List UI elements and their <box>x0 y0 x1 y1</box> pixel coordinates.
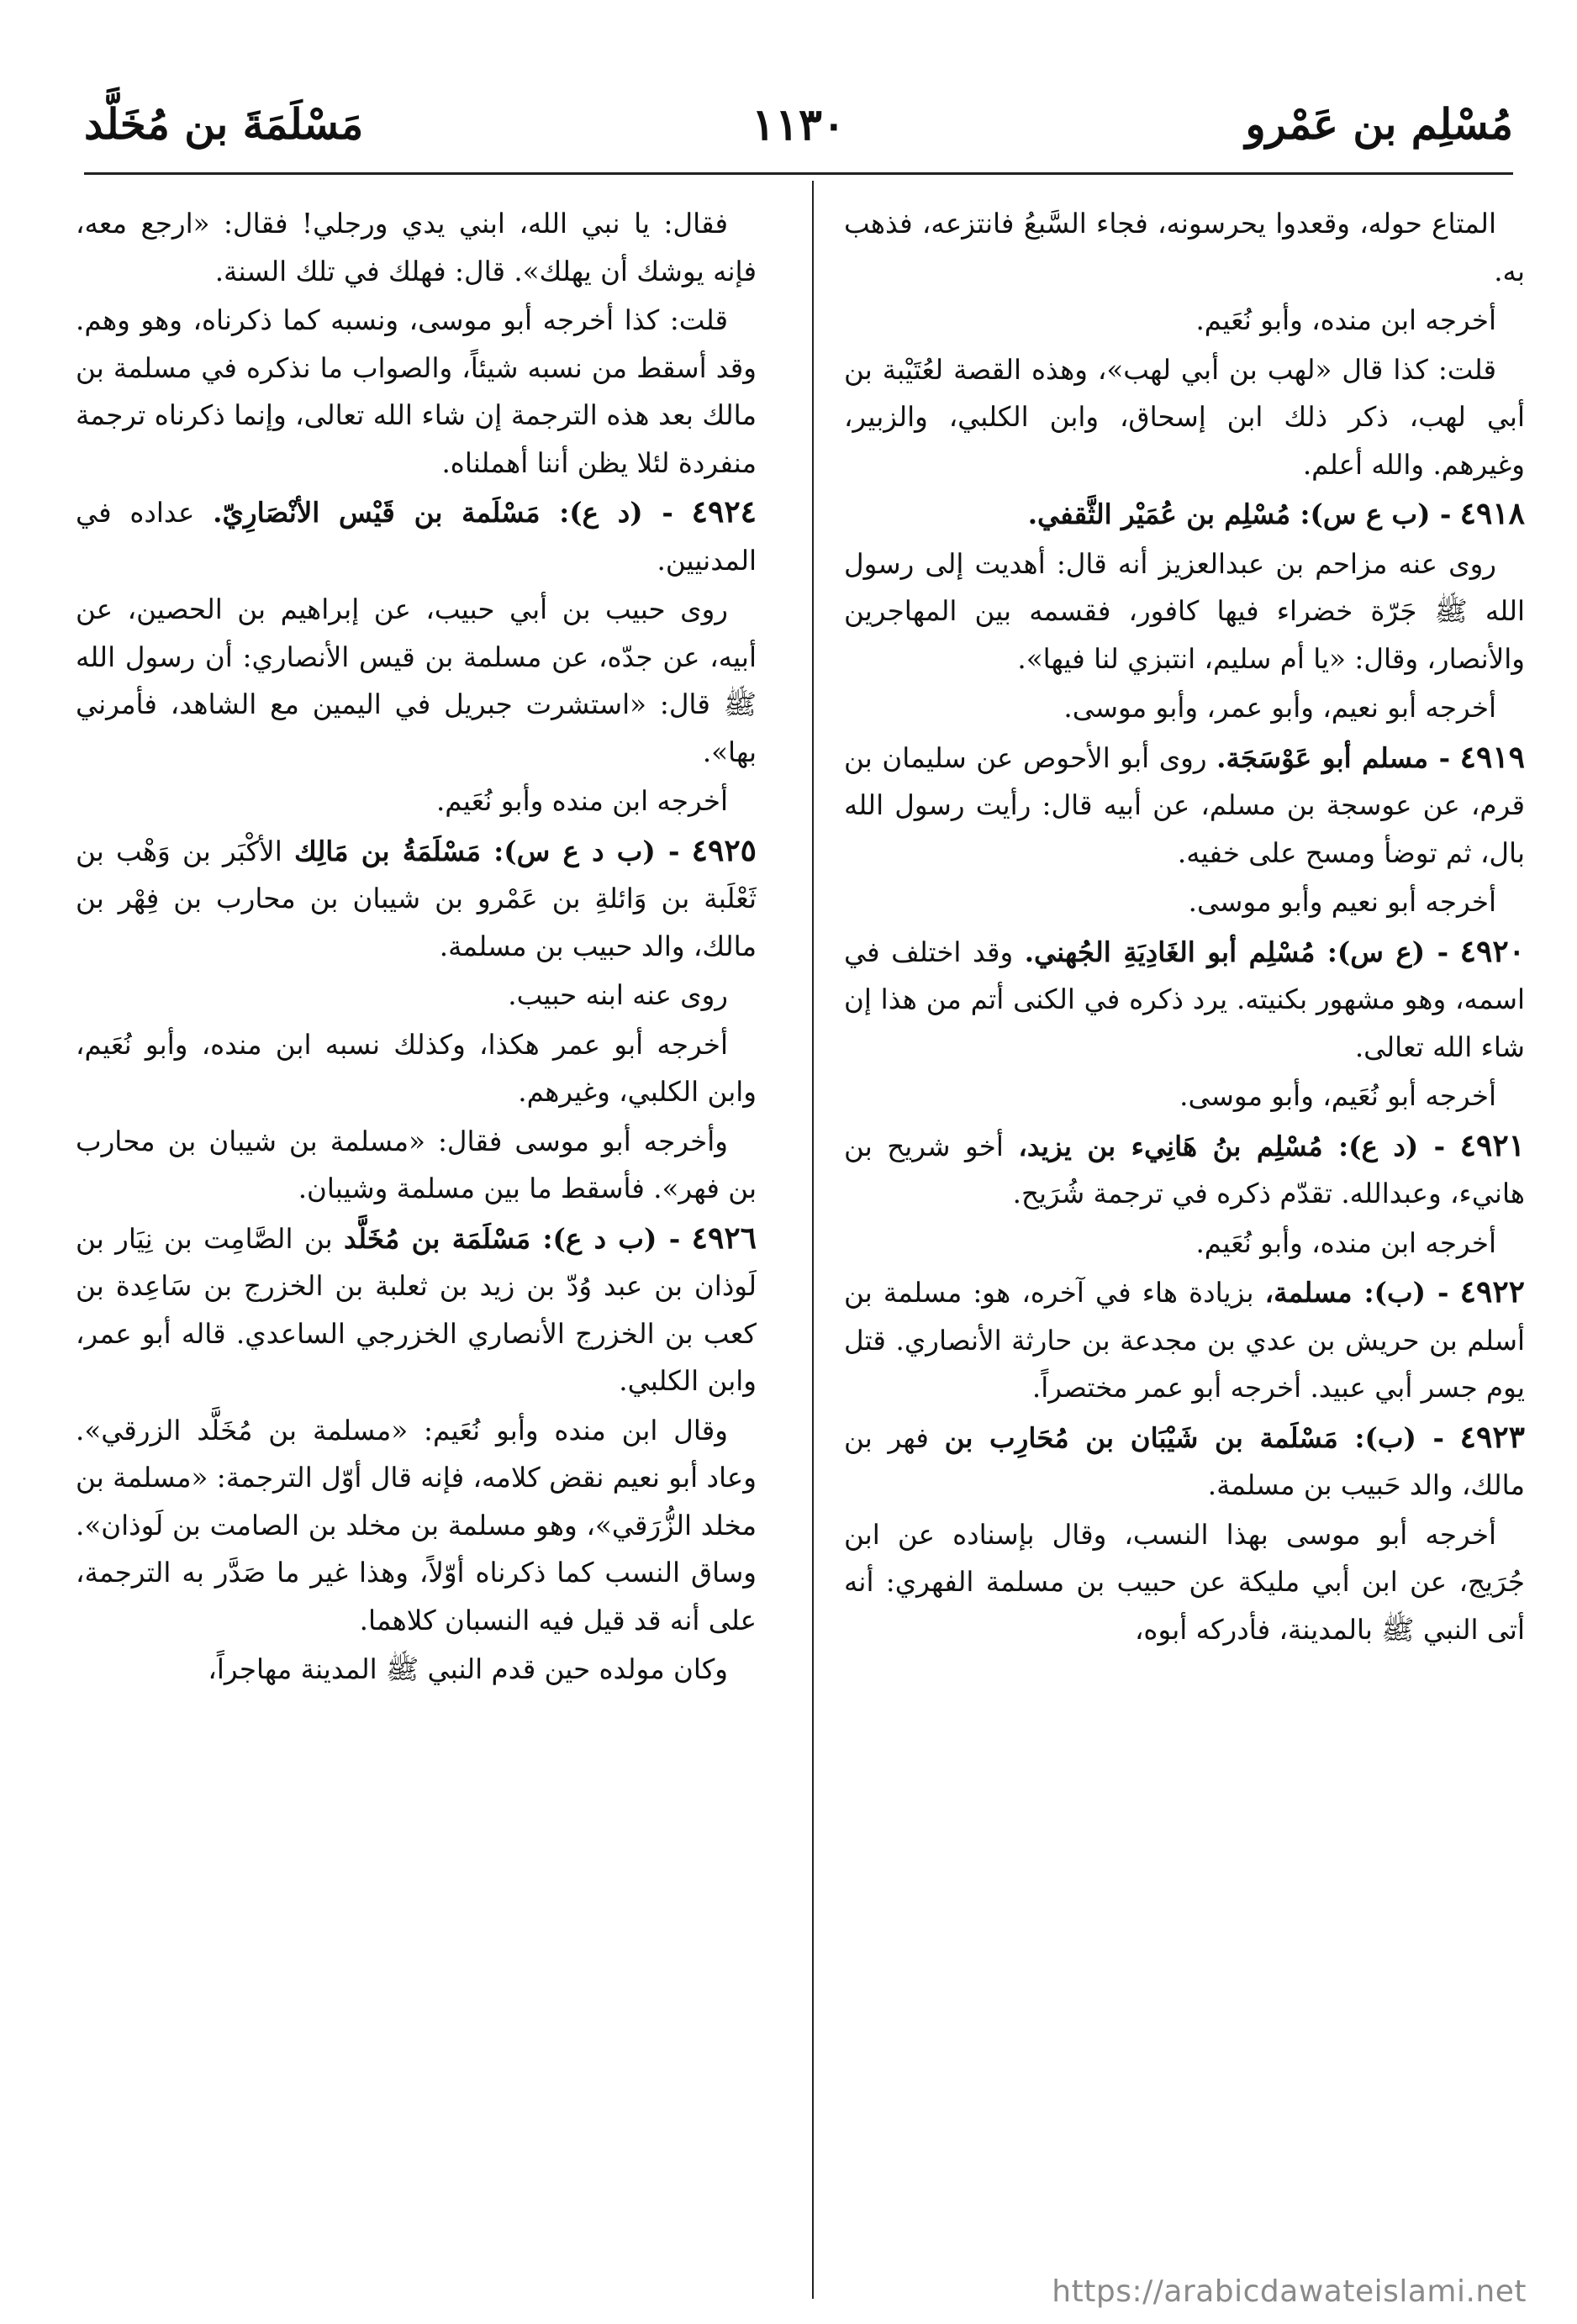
entry-number: ٤٩٢٠ <box>1459 933 1525 969</box>
paragraph-text: روى أبو الأحوص عن سليمان بن قرم، عن عوسجة بن مسلم، عن أبيه قال: رأيت رسول الله بال، ثم توضأ ومسح على خفيه. <box>844 741 1525 869</box>
entry-paragraph <box>76 1215 757 1405</box>
entry-number: ٤٩٢٥ <box>691 832 757 868</box>
paragraph <box>844 540 1525 683</box>
paragraph <box>76 297 757 487</box>
paragraph-text: قلت: كذا أخرجه أبو موسى، ونسبه كما ذكرناه، وهو وهم. وقد أسقط من نسبه شيئاً، والصواب ما نذكره في مسلمة بن مالك بعد هذه الترجمة إن شاء الله تعالى، وإنما ذكرناه ترجمة منفردة لئلا يظن أننا أهملناه. <box>76 304 757 479</box>
paragraph-text: فقال: يا نبي الله، ابني يدي ورجلي! فقال: «ارجع معه، فإنه يوشك أن يهلك». قال: فهلك في تلك السنة. <box>76 208 757 287</box>
paragraph <box>844 1220 1525 1267</box>
running-header <box>84 99 1513 166</box>
entry-number: ٤٩٢٢ <box>1459 1274 1525 1310</box>
paragraph-text: أخرجه ابن منده، وأبو نُعَيم. <box>1195 1226 1496 1259</box>
paragraph-text: روى عنه مزاحم بن عبدالعزيز أنه قال: أهديت إلى رسول الله ﷺ جَرّة خضراء فيها كافور، فقسمه بين المهاجرين والأنصار، وقال: «يا أم سليم، انتبزي لنا فيها». <box>844 547 1525 675</box>
paragraph-text: أخرجه أبو نعيم وأبو موسى. <box>1188 886 1496 918</box>
entry-paragraph <box>844 734 1525 877</box>
paragraph-text: أخرجه أبو عمر هكذا، وكذلك نسبه ابن منده، وأبو نُعَيم، وابن الكلبي، وغيرهم. <box>76 1028 757 1108</box>
paragraph <box>844 346 1525 489</box>
header-right-title: مُسْلِم بن عَمْرو <box>1245 99 1513 149</box>
entry-number: ٤٩٢١ <box>1459 1127 1525 1163</box>
paragraph <box>844 878 1525 926</box>
header-rule <box>84 172 1513 175</box>
entry-paragraph <box>844 1414 1525 1510</box>
paragraph-text: وأخرجه أبو موسى فقال: «مسلمة بن شيبان بن محارب بن فهر». فأسقط ما بين مسلمة وشيبان. <box>76 1125 757 1204</box>
paragraph-text: أخرجه أبو نعيم، وأبو عمر، وأبو موسى. <box>1063 692 1496 724</box>
entry-paragraph <box>844 1268 1525 1412</box>
paragraph <box>76 1021 757 1116</box>
entry-number: ٤٩١٨ <box>1459 496 1525 531</box>
paragraph-text: أخرجه ابن منده وأبو نُعَيم. <box>435 785 728 817</box>
paragraph <box>76 777 757 825</box>
entry-paragraph <box>76 488 757 584</box>
paragraph-text: روى عنه ابنه حبيب. <box>508 979 728 1011</box>
paragraph-text: قلت: كذا قال «لهب بن أبي لهب»، وهذه القصة لعُتَيْبة بن أبي لهب، ذكر ذلك ابن إسحاق، وابن الكلبي، والزبير، وغيرهم. والله أعلم. <box>844 353 1525 481</box>
paragraph <box>76 586 757 776</box>
entry-heading: - (د ع): مُسْلِم بنُ هَانِيء بن يزيد، <box>1018 1129 1446 1162</box>
header-left-title: مَسْلَمَةَ بن مُخَلَّد <box>84 99 364 149</box>
paragraph-text: أخو شريح بن هانيء، وعبدالله. تقدّم ذكره في ترجمة شُرَيح. <box>844 1130 1525 1209</box>
paragraph-text: المتاع حوله، وقعدوا يحرسونه، فجاء السَّبعُ فانتزعه، فذهب به. <box>844 208 1525 287</box>
paragraph <box>844 1511 1525 1654</box>
entry-heading: - (ب): مسلمة، <box>1264 1276 1449 1309</box>
entry-paragraph <box>844 490 1525 539</box>
column-divider <box>812 181 814 2299</box>
entry-number: ٤٩٢٤ <box>691 494 757 530</box>
paragraph <box>76 200 757 295</box>
page-number: ١١٣٠ <box>752 99 846 150</box>
paragraph <box>76 1407 757 1645</box>
paragraph <box>844 1072 1525 1120</box>
watermark-url: https://arabicdawateislami.net <box>1052 2274 1527 2309</box>
entry-number: ٤٩٢٣ <box>1459 1419 1525 1455</box>
entry-heading: - مسلم أبو عَوْسَجَة. <box>1216 740 1451 774</box>
left-column <box>76 200 757 2293</box>
entry-heading: - (ب ع س): مُسْلِم بن عُمَيْر الثَّقفي. <box>1027 498 1452 530</box>
right-column <box>844 200 1525 2293</box>
entry-number: ٤٩٢٦ <box>691 1220 757 1256</box>
paragraph-text: فهر بن مالك، والد حَبيب بن مسلمة. <box>844 1421 1525 1501</box>
paragraph <box>844 297 1525 345</box>
paragraph-text: الأكْبَر بن وَهْب بن ثَعْلَبة بن وَائلةِ بن عَمْرو بن شيبان بن محارب بن فِهْر بن مالك، والد حبيب بن مسلمة. <box>76 835 757 962</box>
paragraph-text: وقال ابن منده وأبو نُعَيم: «مسلمة بن مُخَلَّد الزرقي». وعاد أبو نعيم نقض كلامه، فإنه قال أوّل الترجمة: «مسلمة بن مخلد الزُّرَقي»، وهو مسلمة بن مخلد بن الصامت بن لَوذان». وساق النسب كما ذكرناه أوّلاً، وهذا غير ما صَدَّر به الترجمة، على أنه قد قيل فيه النسبان كلاهما. <box>76 1414 757 1636</box>
paragraph <box>76 972 757 1020</box>
paragraph-text: أخرجه أبو نُعَيم، وأبو موسى. <box>1179 1080 1496 1112</box>
paragraph-text: وقد اختلف في اسمه، وهو مشهور بكنيته. يرد ذكره في الكنى أتم من هذا إن شاء الله تعالى. <box>844 935 1525 1063</box>
paragraph <box>844 200 1525 295</box>
entry-heading: - (ب): مَسْلَمة بن شَيْبَان بن مُحَارِب بن <box>944 1420 1444 1454</box>
paragraph-text: بزيادة هاء في آخره، هو: مسلمة بن أسلم بن حريش بن عدي بن مجدعة بن حارثة الأنصاري. قتل يوم جسر أبي عبيد. أخرجه أبو عمر مختصراً. <box>844 1277 1525 1404</box>
paragraph <box>76 1118 757 1213</box>
paragraph <box>844 684 1525 732</box>
entry-heading: - (ب د ع س): مَسْلَمَةُ بن مَالِك <box>293 834 680 867</box>
entry-paragraph <box>844 928 1525 1072</box>
entry-heading: - (ع س): مُسْلِم أبو الغَادِيَةِ الجُهني. <box>1024 935 1449 968</box>
entry-number: ٤٩١٩ <box>1459 739 1525 775</box>
paragraph-text: وكان مولده حين قدم النبي ﷺ المدينة مهاجراً، <box>208 1653 728 1685</box>
paragraph-text: أخرجه أبو موسى بهذا النسب، وقال بإسناده عن ابن جُرَيج، عن ابن أبي مليكة عن حبيب بن مسلمة الفهري: أنه أتى النبي ﷺ بالمدينة، فأدركه أبوه، <box>844 1518 1525 1646</box>
entry-heading: - (د ع): مَسْلَمة بن قَيْس الأنْصَارِيّ. <box>213 496 673 529</box>
paragraph-text: عداده في المدنيين. <box>76 497 757 577</box>
paragraph-text: بن الصَّامِت بن نِيَار بن لَوذان بن عبد وُدّ بن زيد بن ثعلبة بن الخزرج بن سَاعِدة بن كعب بن الخزرج الأنصاري الخزرجي الساعدي. قاله أبو عمر، وابن الكلبي. <box>76 1222 757 1397</box>
paragraph-text: روى حبيب بن أبي حبيب، عن إبراهيم بن الحصين، عن أبيه، عن جدّه، عن مسلمة بن قيس الأنصاري: أن رسول الله ﷺ قال: «استشرت جبريل في اليمين مع الشاهد، فأمرني بها». <box>76 593 757 768</box>
paragraph <box>76 1646 757 1694</box>
paragraph-text: أخرجه ابن منده، وأبو نُعَيم. <box>1195 304 1496 336</box>
entry-paragraph <box>844 1122 1525 1218</box>
entry-paragraph <box>76 827 757 971</box>
entry-heading: - (ب د ع): مَسْلَمَة بن مُخَلَّد <box>344 1221 681 1255</box>
